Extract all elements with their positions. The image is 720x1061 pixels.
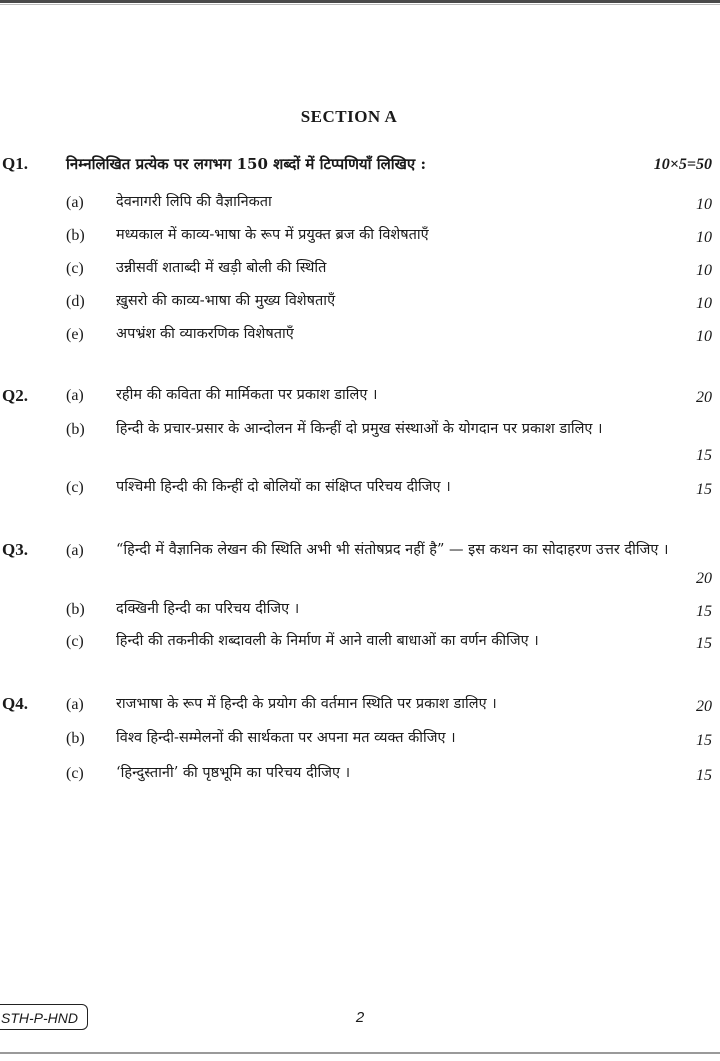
part-text-q3b: दक्खिनी हिन्दी का परिचय दीजिए । (116, 601, 300, 617)
part-label-q3a: (a) (66, 542, 84, 559)
part-label-q1e: (e) (66, 326, 84, 343)
question-number-q3: Q3. (2, 540, 28, 559)
part-marks-q3a: 20 (696, 570, 712, 587)
part-marks-q4a: 20 (696, 698, 712, 715)
question-number-q2: Q2. (2, 386, 28, 405)
part-text-q2a: रहीम की कविता की मार्मिकता पर प्रकाश डालिए । (116, 387, 378, 403)
part-marks-q1c: 10 (696, 262, 712, 279)
part-label-q1a: (a) (66, 194, 84, 211)
part-label-q3b: (b) (66, 601, 85, 618)
part-marks-q1e: 10 (696, 328, 712, 345)
part-text-q4b: विश्व हिन्दी-सम्मेलनों की सार्थकता पर अपना मत व्यक्त कीजिए । (116, 730, 456, 746)
part-label-q1b: (b) (66, 227, 85, 244)
part-marks-q2b: 15 (696, 447, 712, 464)
part-text-q3c: हिन्दी की तकनीकी शब्दावली के निर्माण में आने वाली बाधाओं का वर्णन कीजिए । (116, 633, 539, 649)
part-label-q1c: (c) (66, 260, 84, 277)
part-marks-q3b: 15 (696, 603, 712, 620)
top-border (0, 0, 720, 3)
part-marks-q2a: 20 (696, 389, 712, 406)
section-title: SECTION A (300, 107, 398, 126)
part-label-q4b: (b) (66, 730, 85, 747)
part-marks-q1b: 10 (696, 229, 712, 246)
part-marks-q1a: 10 (696, 196, 712, 213)
part-marks-q1d: 10 (696, 295, 712, 312)
part-text-q4a: राजभाषा के रूप में हिन्दी के प्रयोग की वर्तमान स्थिति पर प्रकाश डालिए । (116, 696, 497, 712)
part-label-q4a: (a) (66, 696, 84, 713)
part-text-q3a: “हिन्दी में वैज्ञानिक लेखन की स्थिति अभी भी संतोषप्रद नहीं है” — इस कथन का सोदाहरण उत्तर दीजिए । (116, 542, 669, 558)
part-text-q1b: मध्यकाल में काव्य-भाषा के रूप में प्रयुक्त ब्रज की विशेषताएँ (116, 227, 429, 243)
part-label-q2c: (c) (66, 479, 84, 496)
question-number-q1: Q1. (2, 154, 28, 173)
part-label-q4c: (c) (66, 765, 84, 782)
bottom-border (0, 1052, 720, 1054)
part-marks-q3c: 15 (696, 635, 712, 652)
part-text-q1c: उन्नीसवीं शताब्दी में खड़ी बोली की स्थिति (116, 260, 327, 276)
part-text-q1a: देवनागरी लिपि की वैज्ञानिकता (116, 194, 272, 210)
paper-code: STH-P-HND (0, 1004, 88, 1030)
part-text-q1e: अपभ्रंश की व्याकरणिक विशेषताएँ (116, 326, 294, 342)
top-border-secondary (0, 4, 720, 5)
page-number: 2 (355, 1009, 365, 1026)
part-marks-q4c: 15 (696, 767, 712, 784)
part-marks-q2c: 15 (696, 481, 712, 498)
question-marks-q1: 10×5=50 (653, 156, 712, 173)
part-label-q2a: (a) (66, 387, 84, 404)
part-label-q2b: (b) (66, 421, 85, 438)
question-number-q4: Q4. (2, 694, 28, 713)
part-label-q3c: (c) (66, 633, 84, 650)
part-text-q4c: ‘हिन्दुस्तानी’ की पृष्ठभूमि का परिचय दीजिए । (116, 765, 351, 781)
part-text-q1d: ख़ुसरो की काव्य-भाषा की मुख्य विशेषताएँ (116, 293, 336, 309)
part-text-q2b: हिन्दी के प्रचार-प्रसार के आन्दोलन में किन्हीं दो प्रमुख संस्थाओं के योगदान पर प्रकाश डालिए । (116, 421, 603, 437)
question-text-q1: निम्नलिखित प्रत्येक पर लगभग 150 शब्दों में टिप्पणियाँ लिखिए : (66, 155, 426, 173)
part-marks-q4b: 15 (696, 732, 712, 749)
part-text-q2c: पश्चिमी हिन्दी की किन्हीं दो बोलियों का संक्षिप्त परिचय दीजिए । (116, 479, 451, 495)
part-label-q1d: (d) (66, 293, 85, 310)
